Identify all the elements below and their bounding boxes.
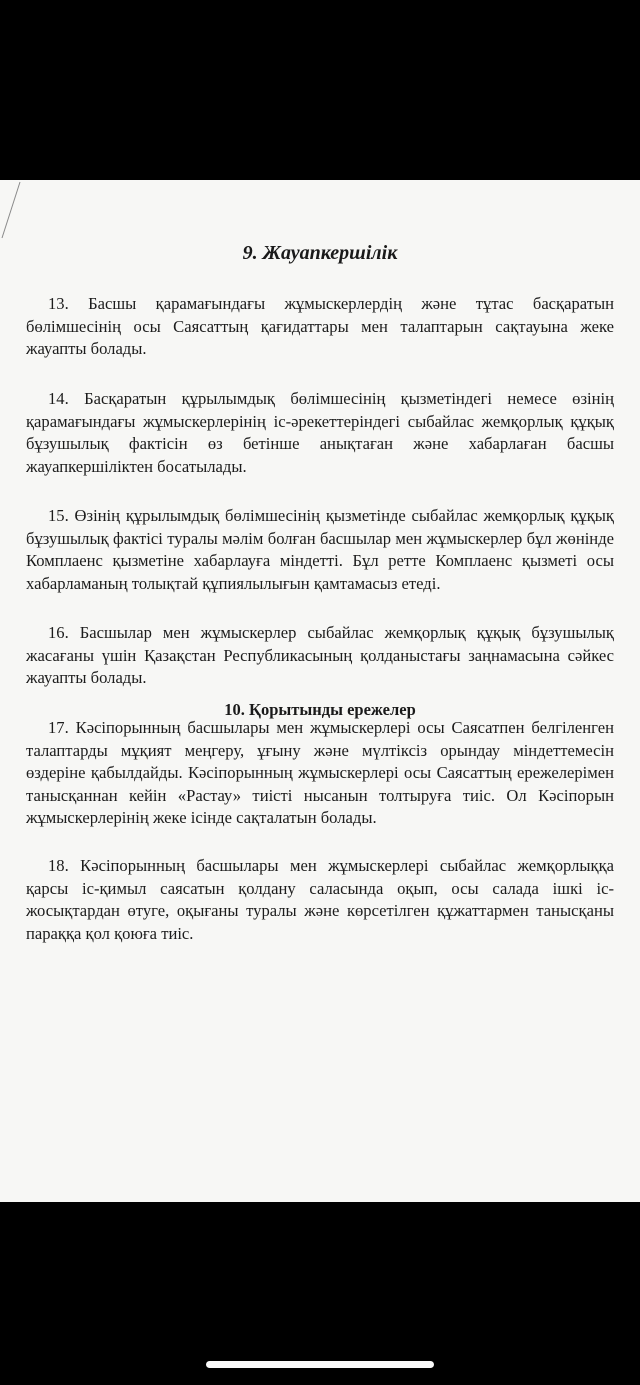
paragraph-17: 17. Кәсіпорынның басшылары мен жұмыскерлері осы Саясатпен белгіленген талаптарды мұқият меңгеру, ұғыну және мүлтіксіз орындау міндеттемесін өздеріне қабылдайды. Кәсіпорынның жұмыскерлері осы Саясаттың ережелерімен танысқаннан кейін «Растау» тиісті нысанын толтыруға тиіс. Ол Кәсіпорын жұмыскерлерінің жеке ісінде сақталатын болады. <box>26 718 614 827</box>
paragraph-13: 13. Басшы қарамағындағы жұмыскерлердің және тұтас басқаратын бөлімшесінің осы Саясаттың қағидаттары мен талаптарын сақтауына жеке жауапты болады. <box>26 294 614 358</box>
top-black-bar <box>0 0 640 180</box>
paragraph-14: 14. Басқаратын құрылымдық бөлімшесінің қызметіндегі немесе өзінің қарамағындағы жұмыскерлерінің іс-әрекеттеріндегі сыбайлас жемқорлық құқық бұзушылық фактісін өз бетінше анықтаған және хабарлаған басшы жауапкершіліктен босатылады. <box>26 389 614 476</box>
paragraph-18: 18. Кәсіпорынның басшылары мен жұмыскерлері сыбайлас жемқорлыққа қарсы іс-қимыл саясатын қолдану саласында оқып, осы салада ішкі іс-жосықтардан өтуге, оқығаны туралы және көрсетілген құжаттармен танысқаны параққа қол қоюға тиіс. <box>26 856 614 943</box>
home-indicator[interactable] <box>206 1361 434 1368</box>
section-10-title: 10. Қорытынды ережелер <box>224 700 416 719</box>
paragraph-15: 15. Өзінің құрылымдық бөлімшесінің қызметінде сыбайлас жемқорлық құқық бұзушылық фактісі туралы мәлім болған басшылар мен жұмыскерлер бұл жөнінде Комплаенс қызметіне хабарлауға міндетті. Бұл ретте Комплаенс қызметі осы хабарламаның толықтай құпиялылығын қамтамасыз етеді. <box>26 506 614 593</box>
section-9-title: 9. Жауапкершілік <box>242 242 398 264</box>
page-edge-mark <box>0 180 24 240</box>
bottom-black-bar <box>0 1202 640 1385</box>
paragraph-16: 16. Басшылар мен жұмыскерлер сыбайлас жемқорлық құқық бұзушылық жасағаны үшін Қазақстан Республикасының қолданыстағы заңнамасына сәйкес жауапты болады. <box>26 623 614 687</box>
document-page <box>0 180 640 1202</box>
